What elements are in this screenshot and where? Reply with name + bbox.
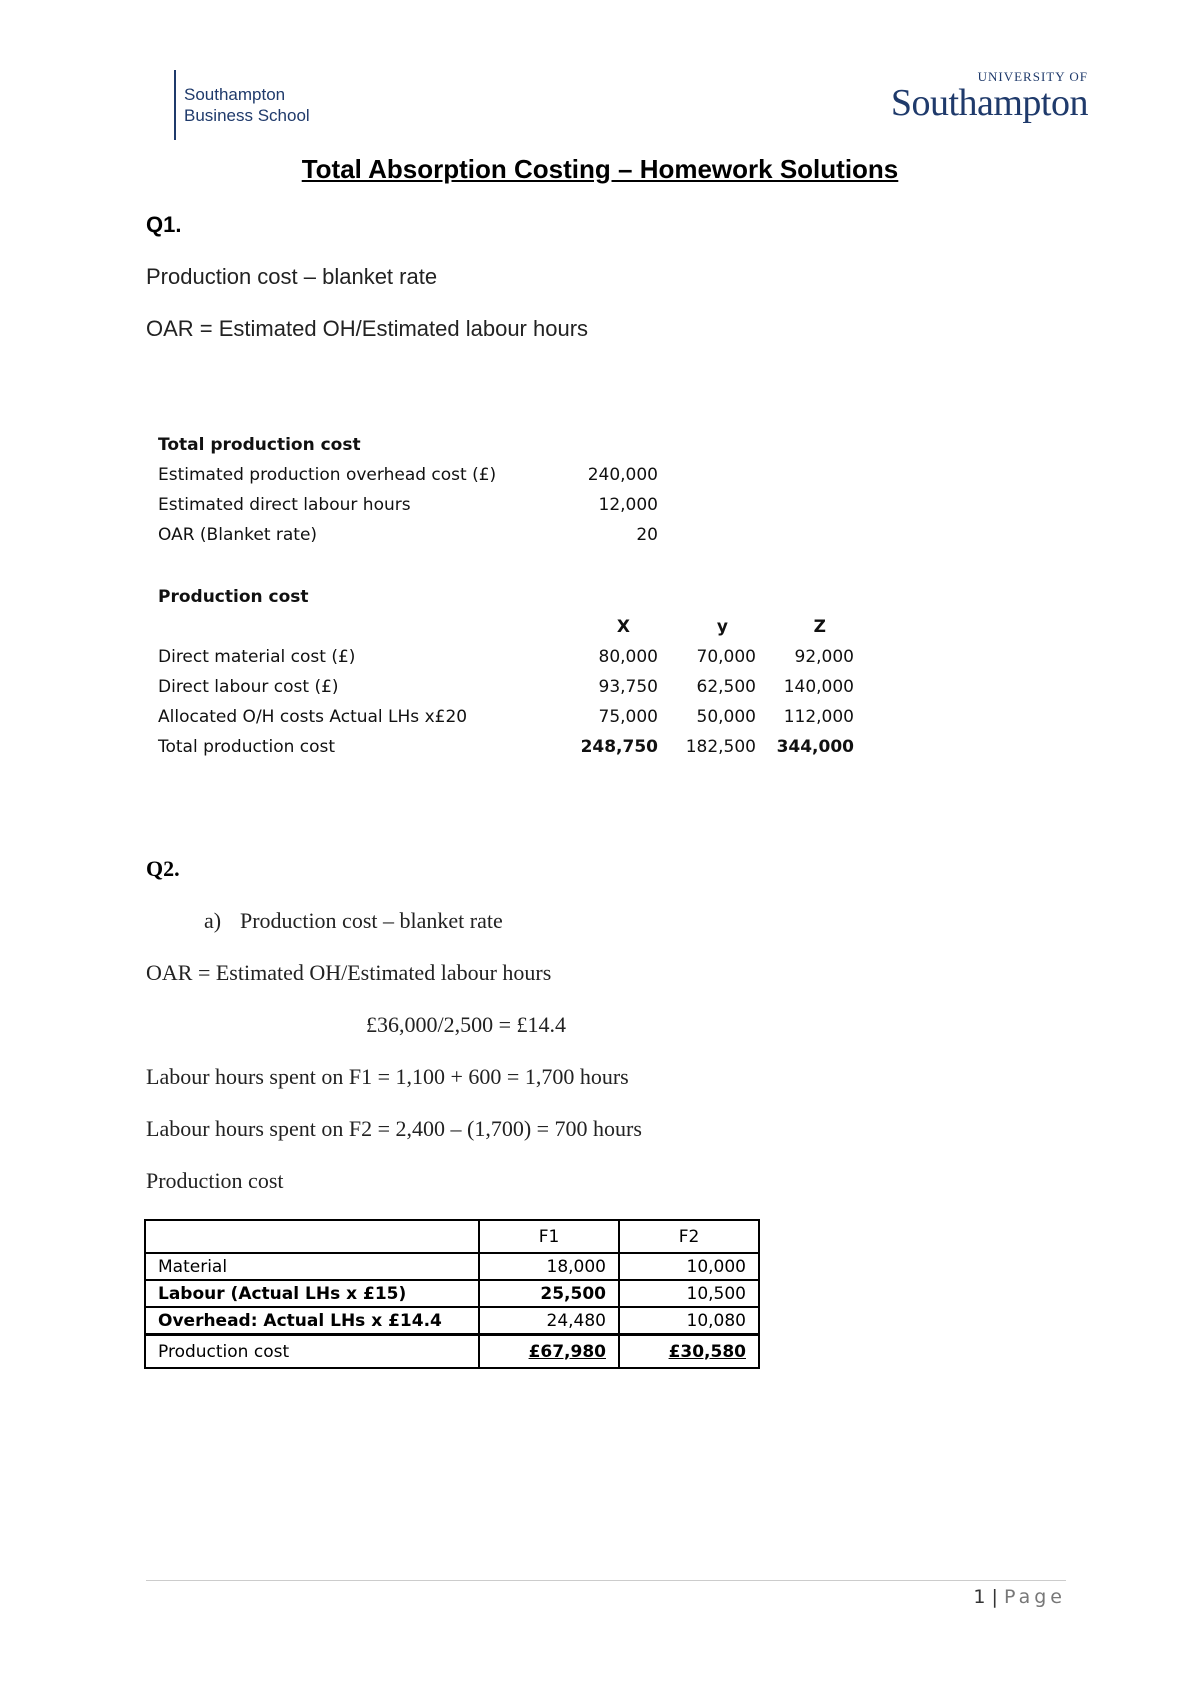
- q2-label: Q2.: [146, 856, 180, 881]
- cost-cell: 248,750: [580, 737, 658, 757]
- oar-row-value: 12,000: [598, 495, 658, 515]
- table-row: [158, 460, 658, 490]
- q2-cost-table: [144, 1219, 760, 1369]
- university-logo-big: Southampton: [890, 82, 1088, 124]
- oar-row-label: Estimated production overhead cost (£): [158, 465, 497, 485]
- table-row: [158, 642, 854, 672]
- total-cell: £30,580: [619, 1335, 759, 1369]
- q1-line-blanket: Production cost – blanket rate: [146, 264, 438, 289]
- q2-line-production-cost: Production cost: [146, 1168, 284, 1193]
- cost-cell: 80,000: [598, 647, 658, 667]
- page-word: Page: [1004, 1586, 1066, 1608]
- table-row: [158, 520, 658, 550]
- footer-separator: |: [991, 1586, 998, 1608]
- cost-row-label: Total production cost: [158, 737, 336, 757]
- row-label: Material: [145, 1253, 479, 1280]
- page-title: Total Absorption Costing – Homework Solutions: [301, 154, 899, 184]
- school-logo-bar: [174, 70, 176, 140]
- cost-cell: 70,000: [696, 647, 756, 667]
- cost-row-label: Direct labour cost (£): [158, 677, 339, 697]
- row-label: Overhead: Actual LHs x £14.4: [145, 1307, 479, 1335]
- q2-item-a-marker: a): [204, 908, 222, 933]
- column-header: F2: [619, 1220, 759, 1253]
- school-name-line1: Southampton: [184, 85, 286, 104]
- q1-line-oar: OAR = Estimated OH/Estimated labour hours: [146, 316, 589, 341]
- q1-cost-block: [158, 582, 854, 762]
- column-header: Z: [813, 617, 826, 637]
- table-row: [158, 672, 854, 702]
- cost-row-label: Allocated O/H costs Actual LHs x£20: [158, 707, 468, 727]
- cost-cell: 182,500: [685, 737, 756, 757]
- table-cell: 18,000: [479, 1253, 619, 1280]
- cost-cell: 75,000: [598, 707, 658, 727]
- table-row: [158, 732, 854, 762]
- q2-line-f2-hours: Labour hours spent on F2 = 2,400 – (1,700) = 700 hours: [146, 1116, 642, 1141]
- footer-rule: [146, 1580, 1066, 1581]
- business-school-logo: [184, 84, 310, 126]
- oar-block-heading: Total production cost: [158, 435, 361, 455]
- table-header-row: [158, 612, 854, 642]
- page-footer: [973, 1586, 1066, 1608]
- page-number: 1: [973, 1586, 986, 1608]
- oar-row-value: 240,000: [587, 465, 658, 485]
- q2-line-oar: OAR = Estimated OH/Estimated labour hours: [146, 960, 552, 985]
- column-header: F1: [479, 1220, 619, 1253]
- row-label: Labour (Actual LHs x £15): [145, 1280, 479, 1307]
- cost-cell: 92,000: [794, 647, 854, 667]
- table-row: [158, 490, 658, 520]
- table-row: [145, 1253, 759, 1280]
- cost-cell: 50,000: [696, 707, 756, 727]
- cost-row-label: Direct material cost (£): [158, 647, 356, 667]
- total-cell: £67,980: [479, 1335, 619, 1369]
- university-logo-small: UNIVERSITY OF: [977, 69, 1088, 84]
- cost-cell: 93,750: [598, 677, 658, 697]
- q1-label: Q1.: [146, 212, 182, 237]
- total-label: Production cost: [145, 1335, 479, 1369]
- cost-cell: 112,000: [783, 707, 854, 727]
- table-cell: 10,000: [619, 1253, 759, 1280]
- table-total-row: [145, 1335, 759, 1369]
- column-header: y: [716, 617, 728, 637]
- cost-block-heading: Production cost: [158, 587, 309, 607]
- oar-row-value: 20: [636, 525, 658, 545]
- cost-cell: 62,500: [696, 677, 756, 697]
- q2-line-calc: £36,000/2,500 = £14.4: [366, 1012, 567, 1037]
- table-cell: 24,480: [479, 1307, 619, 1335]
- q2-line-f1-hours: Labour hours spent on F1 = 1,100 + 600 = 1,700 hours: [146, 1064, 629, 1089]
- table-cell: 10,080: [619, 1307, 759, 1335]
- column-header: X: [616, 617, 630, 637]
- table-row: [158, 702, 854, 732]
- q2-item-a: Production cost – blanket rate: [240, 908, 503, 933]
- oar-row-label: Estimated direct labour hours: [158, 495, 411, 515]
- table-header-row: [145, 1220, 759, 1253]
- cost-cell: 140,000: [783, 677, 854, 697]
- table-row: [145, 1280, 759, 1307]
- table-cell: 25,500: [479, 1280, 619, 1307]
- q1-oar-block: [158, 430, 658, 550]
- cost-cell: 344,000: [776, 737, 854, 757]
- university-logo: [891, 70, 1088, 122]
- table-row: [145, 1307, 759, 1335]
- oar-row-label: OAR (Blanket rate): [158, 525, 318, 545]
- school-name-line2: Business School: [184, 106, 310, 125]
- table-cell: 10,500: [619, 1280, 759, 1307]
